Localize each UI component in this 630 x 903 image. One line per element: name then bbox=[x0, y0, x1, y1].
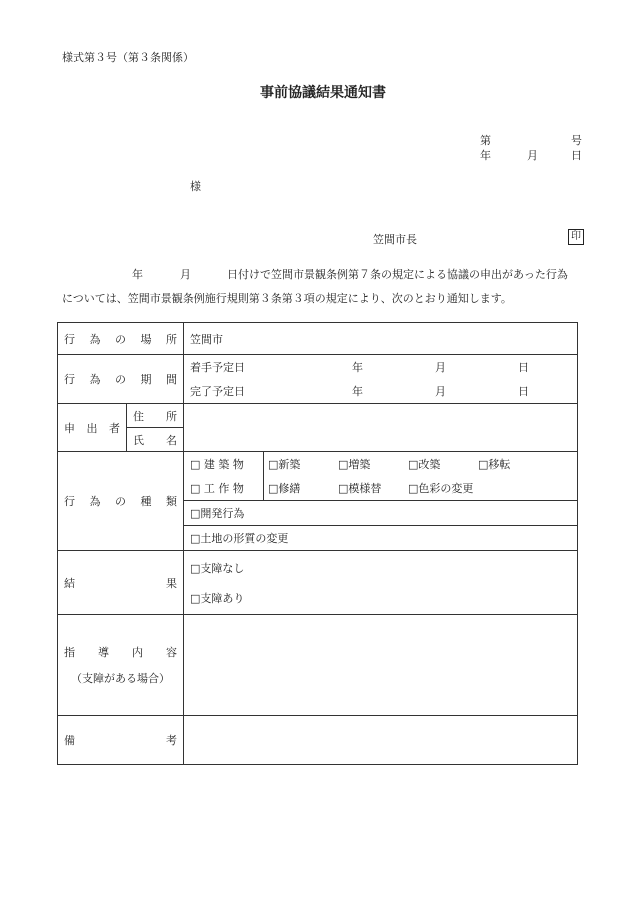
development-checkbox[interactable]: □開発行為 bbox=[184, 501, 578, 526]
row-remarks bbox=[58, 716, 578, 765]
remarks-value[interactable] bbox=[184, 716, 578, 765]
row-guidance bbox=[58, 615, 578, 716]
address-label: 住 所 bbox=[127, 404, 184, 428]
document-title: 事前協議結果通知書 bbox=[260, 85, 386, 101]
body-line1: 日付けで笠間市景観条例第７条の規定による協議の申出があった行為 bbox=[227, 268, 568, 281]
structure-checkbox[interactable]: □ 工 作 物 bbox=[190, 482, 244, 495]
opt-relocate[interactable]: □移転 bbox=[478, 458, 511, 471]
row-location bbox=[58, 323, 578, 355]
result-label: 結 果 bbox=[58, 551, 184, 615]
location-label: 行 為 の 場 所 bbox=[58, 323, 184, 355]
row-applicant-address bbox=[58, 404, 578, 428]
form-number: 様式第３号（第３条関係） bbox=[62, 51, 194, 64]
result-options bbox=[184, 551, 578, 615]
row-period bbox=[58, 355, 578, 404]
building-structure-labels bbox=[184, 452, 264, 501]
location-value[interactable]: 笠間市 bbox=[184, 323, 578, 355]
row-type-building bbox=[58, 452, 578, 501]
period-dates[interactable]: 着手予定日 年 月 日 完了予定日 年 月 日 bbox=[184, 355, 578, 404]
addressee-suffix: 様 bbox=[190, 180, 201, 193]
start-date-label: 着手予定日 bbox=[190, 361, 245, 374]
issuer-name: 笠間市長 bbox=[373, 233, 417, 246]
result-table bbox=[57, 322, 578, 765]
opt-rebuild[interactable]: □改築 bbox=[408, 458, 441, 471]
building-checkbox[interactable]: □ 建 築 物 bbox=[190, 458, 244, 471]
opt-extend[interactable]: □増築 bbox=[338, 458, 371, 471]
issue-day: 日 bbox=[571, 149, 582, 162]
body-month: 月 bbox=[180, 268, 191, 281]
body-year: 年 bbox=[132, 268, 143, 281]
remarks-label: 備 考 bbox=[58, 716, 184, 765]
doc-number-dai: 第 bbox=[480, 134, 491, 147]
guidance-sublabel: （支障がある場合） bbox=[71, 672, 170, 685]
applicant-label: 申 出 者 bbox=[58, 404, 127, 452]
issue-month: 月 bbox=[527, 149, 538, 162]
result-none-checkbox[interactable]: □支障なし bbox=[190, 561, 245, 575]
period-label: 行 為 の 期 間 bbox=[58, 355, 184, 404]
opt-remodel[interactable]: □模様替 bbox=[338, 482, 382, 495]
opt-repair[interactable]: □修繕 bbox=[268, 482, 301, 495]
seal-mark: 印 bbox=[568, 229, 584, 245]
applicant-value[interactable] bbox=[184, 404, 578, 452]
type-label: 行 為 の 種 類 bbox=[58, 452, 184, 551]
result-some-checkbox[interactable]: □支障あり bbox=[190, 591, 245, 605]
opt-new[interactable]: □新築 bbox=[268, 458, 301, 471]
guidance-value[interactable] bbox=[184, 615, 578, 716]
doc-number-go: 号 bbox=[571, 134, 582, 147]
body-line2: については、笠間市景観条例施行規則第３条第３項の規定により、次のとおり通知します。 bbox=[62, 292, 512, 305]
building-structure-options bbox=[264, 452, 578, 501]
name-label: 氏 名 bbox=[127, 428, 184, 452]
row-result bbox=[58, 551, 578, 615]
guidance-label: 指 導 内 容 （支障がある場合） bbox=[58, 615, 184, 716]
issue-year: 年 bbox=[480, 149, 491, 162]
end-date-label: 完了予定日 bbox=[190, 385, 245, 398]
land-change-checkbox[interactable]: □土地の形質の変更 bbox=[184, 526, 578, 551]
opt-color-change[interactable]: □色彩の変更 bbox=[408, 482, 474, 495]
